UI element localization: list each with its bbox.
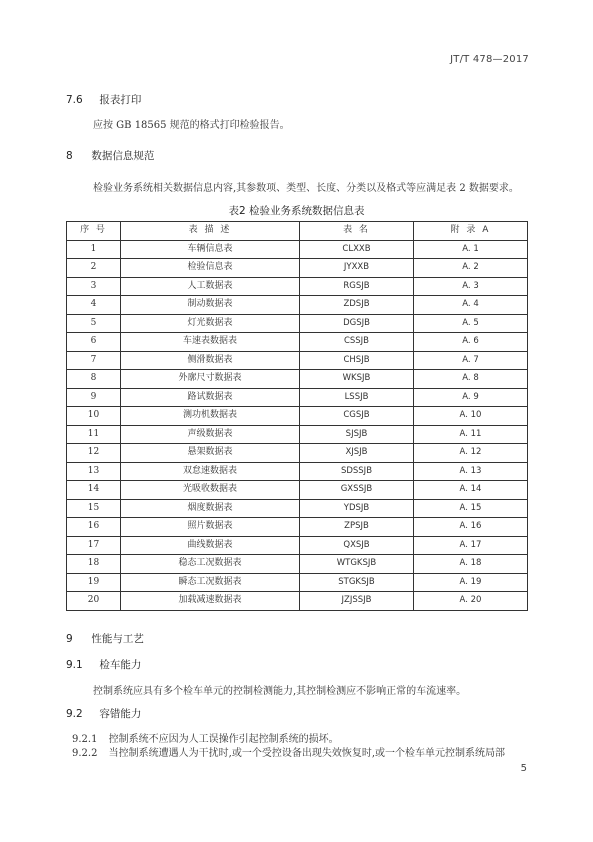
row-description: 制动数据表 [121,296,300,315]
row-appendix: A. 20 [414,592,528,611]
row-table-name: CSSJB [300,333,414,352]
row-index: 4 [67,296,121,315]
row-appendix: A. 18 [414,555,528,574]
row-appendix: A. 19 [414,573,528,592]
row-table-name: CHSJB [300,351,414,370]
table-row [67,240,528,259]
table-caption: 表2 检验业务系统数据信息表 [228,205,365,217]
col-header-appendix: 附 录 A [414,222,528,241]
row-table-name: DGSJB [300,314,414,333]
clause-body: 控制系统不应因为人工误操作引起控制系统的损坏。 [108,734,339,745]
table-row [67,462,528,481]
row-table-name: JZJSSJB [300,592,414,611]
data-info-table [66,221,528,611]
standard-code: JT/T 478—2017 [450,54,529,65]
table-row [67,314,528,333]
row-index: 17 [67,536,121,555]
section-title: 报表打印 [99,94,142,106]
row-description: 烟度数据表 [121,499,300,518]
row-table-name: RGSJB [300,277,414,296]
section-7-6-body: 应按 GB 18565 规范的格式打印检验报告。 [93,120,290,131]
clause-9-2-2 [72,744,505,759]
table-row [67,259,528,278]
row-description: 声级数据表 [121,425,300,444]
row-table-name: CGSJB [300,407,414,426]
row-description: 照片数据表 [121,518,300,537]
row-description: 车速表数据表 [121,333,300,352]
row-description: 侧滑数据表 [121,351,300,370]
row-description: 路试数据表 [121,388,300,407]
row-table-name: JYXXB [300,259,414,278]
row-description: 外廓尺寸数据表 [121,370,300,389]
row-index: 6 [67,333,121,352]
section-number: 9 [66,633,73,645]
row-appendix: A. 17 [414,536,528,555]
table-row [67,518,528,537]
section-number: 8 [66,150,73,162]
section-number: 7.6 [66,94,83,106]
row-table-name: LSSJB [300,388,414,407]
row-description: 双怠速数据表 [121,462,300,481]
col-header-description: 表 描 述 [121,222,300,241]
section-number: 9.1 [66,659,83,671]
row-table-name: CLXXB [300,240,414,259]
row-table-name: ZDSJB [300,296,414,315]
row-appendix: A. 9 [414,388,528,407]
row-appendix: A. 7 [414,351,528,370]
row-index: 8 [67,370,121,389]
section-9-1-body: 控制系统应具有多个检车单元的控制检测能力,其控制检测应不影响正常的车流速率。 [93,686,467,697]
row-index: 5 [67,314,121,333]
row-description: 光吸收数据表 [121,481,300,500]
row-index: 14 [67,481,121,500]
row-description: 曲线数据表 [121,536,300,555]
row-index: 7 [67,351,121,370]
row-appendix: A. 14 [414,481,528,500]
row-table-name: SDSSJB [300,462,414,481]
row-appendix: A. 3 [414,277,528,296]
row-index: 12 [67,444,121,463]
row-table-name: GXSSJB [300,481,414,500]
section-number: 9.2 [66,708,83,720]
row-index: 9 [67,388,121,407]
row-appendix: A. 13 [414,462,528,481]
section-9-1-heading [66,657,141,672]
row-appendix: A. 8 [414,370,528,389]
row-description: 检验信息表 [121,259,300,278]
row-index: 19 [67,573,121,592]
table-header-row [67,222,528,241]
clause-body: 当控制系统遭遇人为干扰时,或一个受控设备出现失效恢复时,或一个检车单元控制系统局部 [108,748,505,759]
row-table-name: SJSJB [300,425,414,444]
row-description: 人工数据表 [121,277,300,296]
table-row [67,425,528,444]
page-number: 5 [520,763,527,774]
row-index: 18 [67,555,121,574]
row-description: 稳态工况数据表 [121,555,300,574]
section-8-body: 检验业务系统相关数据信息内容,其参数项、类型、长度、分类以及格式等应满足表 2 数据要求。 [93,183,519,194]
row-appendix: A. 1 [414,240,528,259]
clause-number: 9.2.2 [72,748,98,759]
table-row [67,333,528,352]
table-row [67,499,528,518]
row-table-name: XJSJB [300,444,414,463]
table-row [67,296,528,315]
row-table-name: QXSJB [300,536,414,555]
section-7-6-heading [66,92,141,107]
row-index: 3 [67,277,121,296]
section-title: 容错能力 [99,708,142,720]
section-title: 性能与工艺 [91,633,144,645]
row-description: 悬架数据表 [121,444,300,463]
table-row [67,277,528,296]
table-row [67,444,528,463]
row-description: 瞬态工况数据表 [121,573,300,592]
row-index: 16 [67,518,121,537]
section-title: 检车能力 [99,659,142,671]
row-appendix: A. 12 [414,444,528,463]
row-appendix: A. 16 [414,518,528,537]
row-table-name: STGKSJB [300,573,414,592]
row-appendix: A. 10 [414,407,528,426]
row-appendix: A. 11 [414,425,528,444]
row-appendix: A. 15 [414,499,528,518]
row-description: 车辆信息表 [121,240,300,259]
table-row [67,370,528,389]
table-row [67,555,528,574]
row-description: 灯光数据表 [121,314,300,333]
row-index: 13 [67,462,121,481]
table-row [67,592,528,611]
row-appendix: A. 6 [414,333,528,352]
clause-number: 9.2.1 [72,734,98,745]
section-9-heading [66,631,144,646]
row-table-name: YDSJB [300,499,414,518]
section-8-heading [66,148,154,163]
table-row [67,407,528,426]
section-9-2-heading [66,706,141,721]
table-row [67,573,528,592]
section-title: 数据信息规范 [91,150,155,162]
row-appendix: A. 4 [414,296,528,315]
table-row [67,388,528,407]
row-table-name: ZPSJB [300,518,414,537]
row-appendix: A. 2 [414,259,528,278]
table-row [67,351,528,370]
row-table-name: WTGKSJB [300,555,414,574]
row-index: 11 [67,425,121,444]
row-description: 测功机数据表 [121,407,300,426]
row-index: 2 [67,259,121,278]
col-header-table-name: 表 名 [300,222,414,241]
row-index: 10 [67,407,121,426]
row-index: 15 [67,499,121,518]
row-appendix: A. 5 [414,314,528,333]
table-row [67,536,528,555]
row-description: 加载减速数据表 [121,592,300,611]
row-table-name: WKSJB [300,370,414,389]
clause-9-2-1 [72,730,339,745]
col-header-index: 序 号 [67,222,121,241]
row-index: 1 [67,240,121,259]
row-index: 20 [67,592,121,611]
table-row [67,481,528,500]
